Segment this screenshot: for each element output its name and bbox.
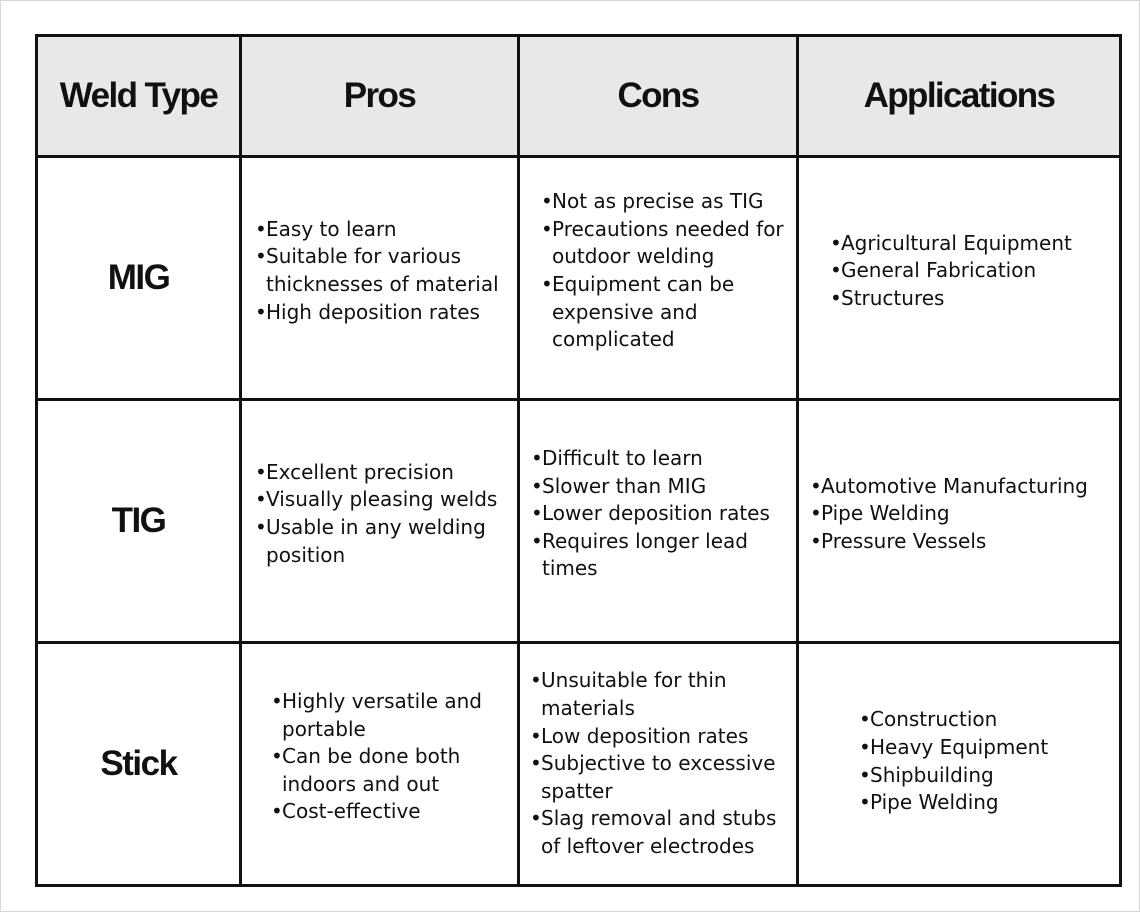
list-item: • Requires longer lead times (532, 528, 788, 583)
list-item: • Precautions needed for outdoor welding (542, 216, 784, 271)
header-cons: Cons (519, 36, 798, 157)
cons-cell (519, 400, 798, 643)
list-item: • Low deposition rates (531, 723, 788, 751)
list-item: • High deposition rates (256, 299, 509, 327)
header-pros: Pros (241, 36, 519, 157)
list-item: • Structures (831, 285, 1072, 313)
list-item: • Not as precise as TIG (542, 188, 784, 216)
list-item: • Unsuitable for thin materials (531, 667, 788, 722)
applications-cell (798, 400, 1121, 643)
pros-cell (241, 400, 519, 643)
list-item: • Automotive Manufacturing (811, 473, 1088, 501)
list-item: • Subjective to excessive spatter (531, 750, 788, 805)
cons-cell (519, 643, 798, 886)
list-item: • Lower deposition rates (532, 500, 788, 528)
pros-cell (241, 157, 519, 400)
header-row (37, 36, 1121, 157)
list-item: • Pipe Welding (811, 500, 1088, 528)
list-item: • Suitable for various thicknesses of material (256, 243, 509, 298)
list-item: • Visually pleasing welds (256, 486, 509, 514)
weld-type-cell: TIG (37, 400, 241, 643)
cons-cell (519, 157, 798, 400)
list-item: • Pipe Welding (860, 789, 1048, 817)
list-item: • Can be done both indoors and out (272, 743, 509, 798)
header-weld-type: Weld Type (37, 36, 241, 157)
pros-list (272, 688, 509, 826)
applications-cell (798, 157, 1121, 400)
list-item: • Heavy Equipment (860, 734, 1048, 762)
pros-list (256, 216, 509, 326)
weld-comparison-table (35, 34, 1122, 887)
list-item: • Equipment can be expensive and complicated (542, 271, 784, 354)
list-item: • Cost-effective (272, 798, 509, 826)
list-item: • Pressure Vessels (811, 528, 1088, 556)
applications-list (831, 230, 1072, 313)
list-item: • Highly versatile and portable (272, 688, 509, 743)
list-item: • Excellent precision (256, 459, 509, 487)
list-item: • Slag removal and stubs of leftover electrodes (531, 805, 788, 860)
table-row-tig (37, 400, 1121, 643)
list-item: • Shipbuilding (860, 762, 1048, 790)
pros-cell (241, 643, 519, 886)
applications-list (811, 473, 1088, 556)
list-item: • General Fabrication (831, 257, 1072, 285)
applications-cell (798, 643, 1121, 886)
header-applications: Applications (798, 36, 1121, 157)
weld-type-cell: MIG (37, 157, 241, 400)
pros-list (256, 459, 509, 569)
weld-type-cell: Stick (37, 643, 241, 886)
list-item: • Agricultural Equipment (831, 230, 1072, 258)
list-item: • Slower than MIG (532, 473, 788, 501)
list-item: • Difficult to learn (532, 445, 788, 473)
table-row-stick (37, 643, 1121, 886)
cons-list (542, 188, 784, 354)
cons-list (531, 667, 788, 860)
cons-list (532, 445, 788, 583)
list-item: • Construction (860, 706, 1048, 734)
list-item: • Easy to learn (256, 216, 509, 244)
applications-list (860, 706, 1048, 816)
table-row-mig (37, 157, 1121, 400)
list-item: • Usable in any welding position (256, 514, 509, 569)
